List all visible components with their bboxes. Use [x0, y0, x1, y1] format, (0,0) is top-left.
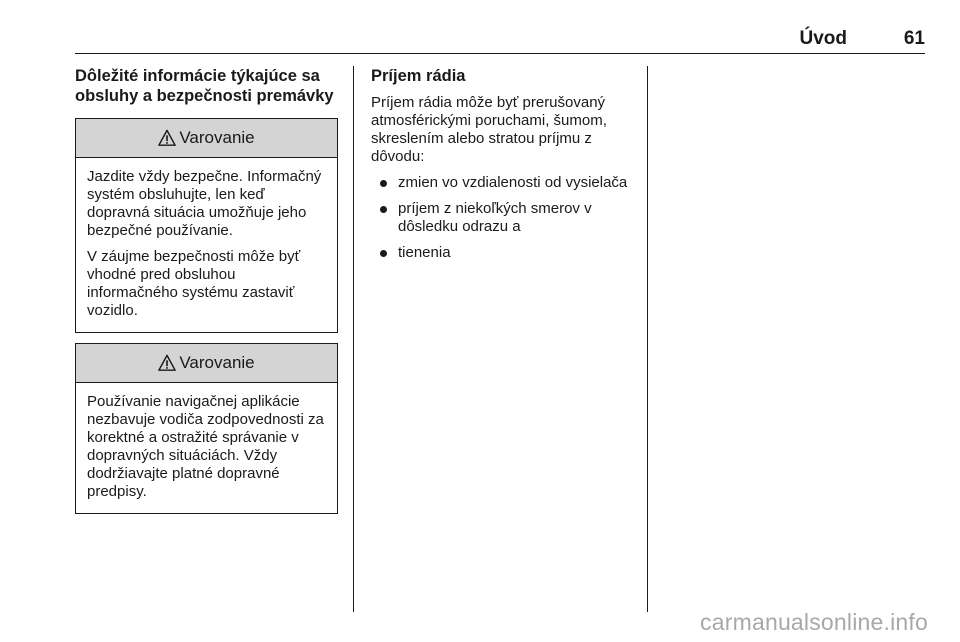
warning-triangle-icon [158, 354, 176, 372]
header-divider [75, 53, 925, 54]
warning-box-driving [75, 118, 338, 333]
radio-reception-heading: Príjem rádia [371, 67, 466, 85]
warning-paragraph: V záujme bezpečnosti môže byť vhodné pred obsluhou informačného systému zastaviť vozidlo. [87, 248, 301, 319]
page-number: 61 [903, 28, 925, 49]
warning-header [76, 119, 337, 158]
warning-title: Varovanie [179, 128, 255, 147]
column-divider-left [353, 66, 354, 612]
section-title: Úvod [799, 28, 847, 49]
warning-body [76, 383, 337, 513]
warning-paragraph: Jazdite vždy bezpečne. Informačný systém obsluhujte, len keď dopravná situácia umožňuje jeho bezpečné používanie. [87, 168, 322, 239]
list-item-text: príjem z niekoľkých smerov v dôsledku odrazu a [398, 200, 592, 235]
list-item-text: tienenia [398, 244, 451, 261]
bullet-icon [380, 250, 387, 257]
list-item [371, 200, 636, 236]
bullet-icon [380, 180, 387, 187]
warning-triangle-icon [158, 129, 176, 147]
left-column [75, 66, 338, 524]
list-item [371, 244, 636, 262]
warning-box-navigation [75, 343, 338, 514]
watermark: carmanualsonline.info [700, 609, 928, 635]
column-divider-right [647, 66, 648, 612]
bullet-icon [380, 206, 387, 213]
warning-header [76, 344, 337, 383]
radio-reception-intro: Príjem rádia môže byť prerušovaný atmosférickými poruchami, šumom, skreslením alebo stratou príjmu z dôvodu: [371, 94, 607, 165]
reception-causes-list [371, 174, 636, 262]
warning-paragraph: Používanie navigačnej aplikácie nezbavuje vodiča zodpovednosti za korektné a ostražité správanie v dopravných situáciách. Vždy dodržiavajte platné dopravné predpisy. [87, 393, 324, 500]
warning-body [76, 158, 337, 332]
list-item [371, 174, 636, 192]
list-item-text: zmien vo vzdialenosti od vysielača [398, 174, 628, 191]
warning-title: Varovanie [179, 353, 255, 372]
middle-column [371, 66, 636, 270]
safety-heading: Dôležité informácie týkajúce sa obsluhy a bezpečnosti premávky [75, 67, 334, 105]
page-header [75, 28, 925, 52]
